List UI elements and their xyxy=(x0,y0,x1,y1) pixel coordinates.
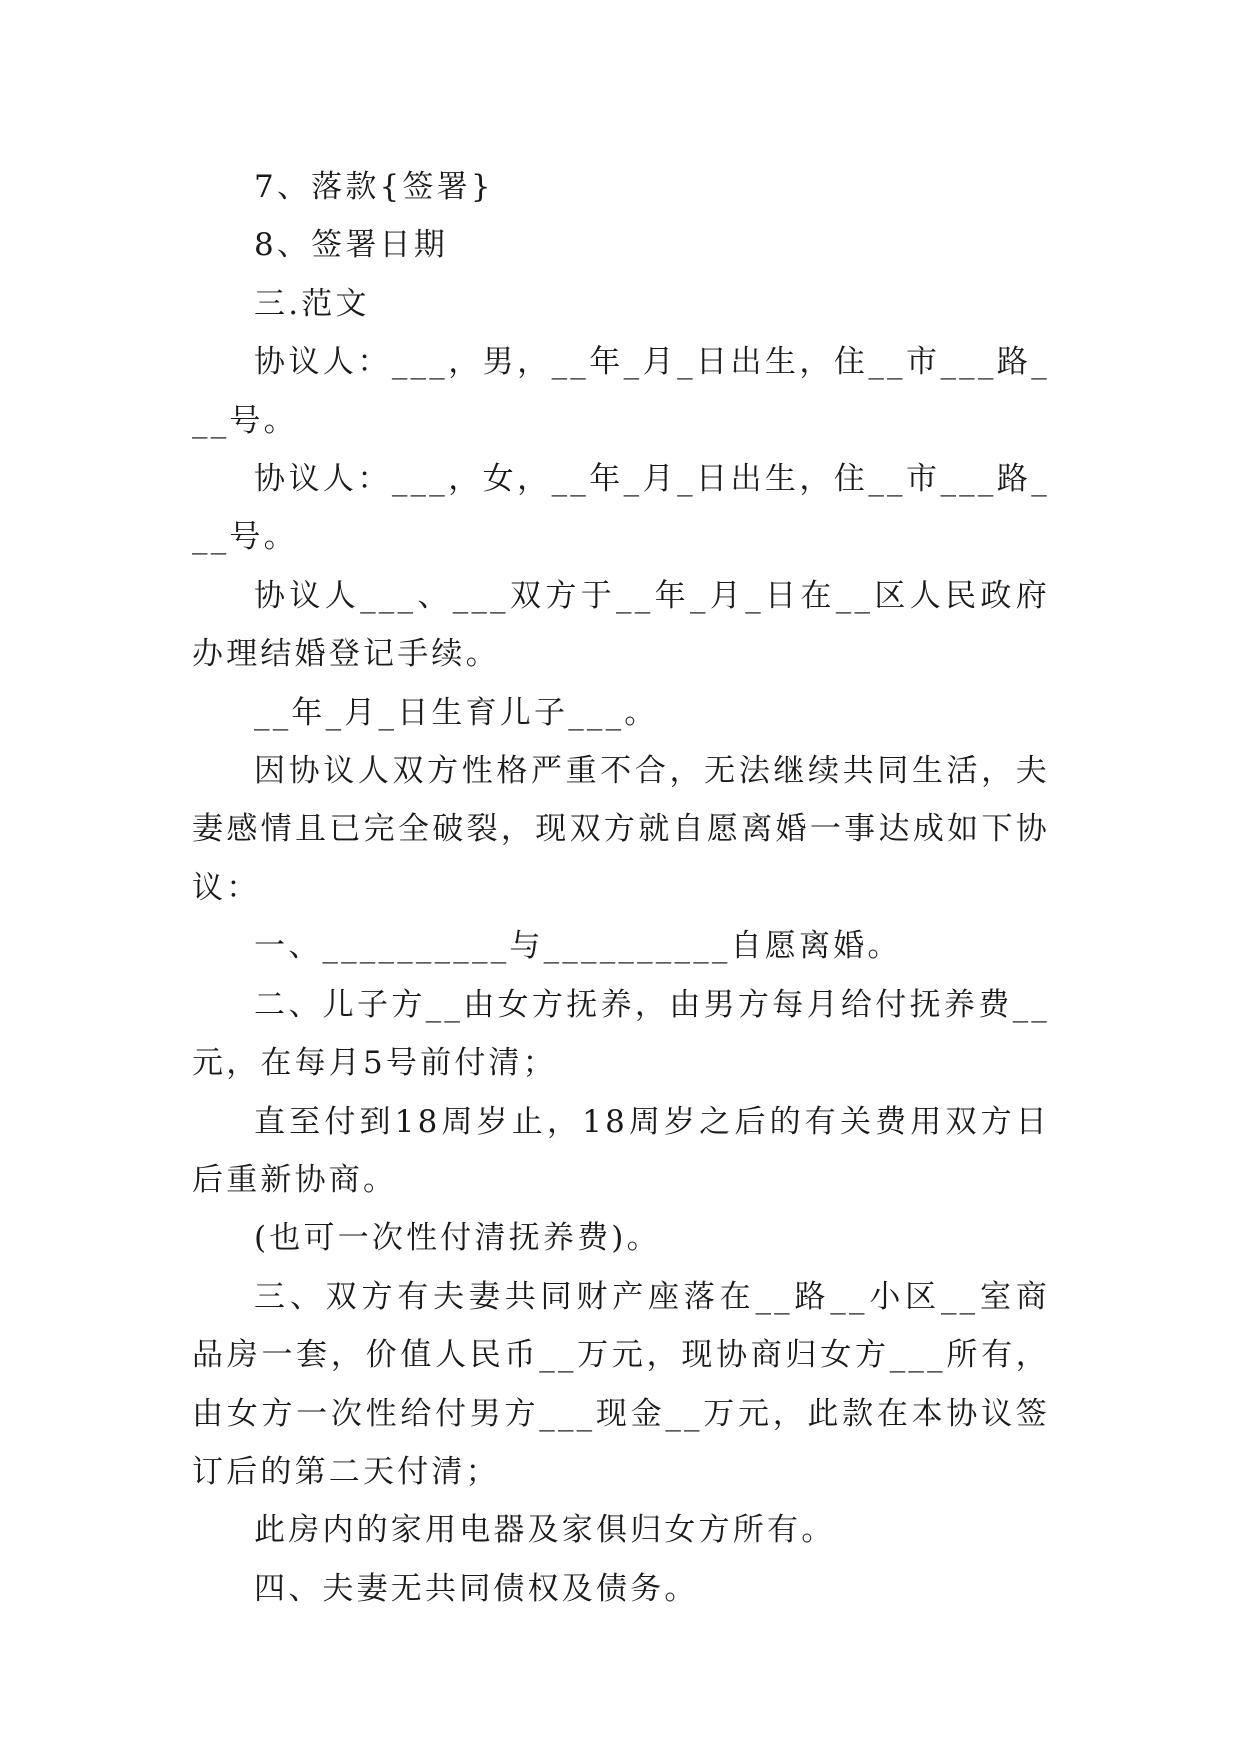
paragraph-date-item: 8、签署日期 xyxy=(254,227,448,264)
paragraph-reason: 因协议人双方性格严重不合，无法继续共同生活，夫妻感情且已完全破裂，现双方就自愿离婚一事达成如下协议： xyxy=(192,753,1050,906)
clause-one-divorce: 一、__________与__________自愿离婚。 xyxy=(254,928,902,965)
paragraph-party-female: 协议人：___，女，__年_月_日出生，住__市___路___号。 xyxy=(192,461,1050,556)
clause-three-property: 三、双方有夫妻共同财产座落在__路__小区__室商品房一套，价值人民币__万元，现协商归女方___所有，由女方一次性给付男方___现金__万元，此款在本协议签订后的第二天付清； xyxy=(192,1278,1050,1490)
paragraph-marriage-registration: 协议人___、___双方于__年_月_日在__区人民政府办理结婚登记手续。 xyxy=(192,577,1050,673)
paragraph-lump-sum-note: (也可一次性付清抚养费)。 xyxy=(254,1220,661,1257)
document-body xyxy=(192,158,1050,1618)
paragraph-child-birth: __年_月_日生育儿子___。 xyxy=(254,694,659,731)
paragraph-support-duration: 直至付到18周岁止，18周岁之后的有关费用双方日后重新协商。 xyxy=(192,1103,1050,1198)
paragraph-signature-item: 7、落款{签署} xyxy=(254,169,494,205)
paragraph-party-male: 协议人：___，男，__年_月_日出生，住__市___路___号。 xyxy=(192,344,1050,439)
section-heading-sample: 三.范文 xyxy=(254,285,370,322)
clause-four-debts: 四、夫妻无共同债权及债务。 xyxy=(254,1570,699,1607)
paragraph-furniture: 此房内的家用电器及家俱归女方所有。 xyxy=(254,1512,836,1549)
clause-two-custody: 二、儿子方__由女方抚养，由男方每月给付抚养费__元，在每月5号前付清； xyxy=(192,986,1050,1082)
